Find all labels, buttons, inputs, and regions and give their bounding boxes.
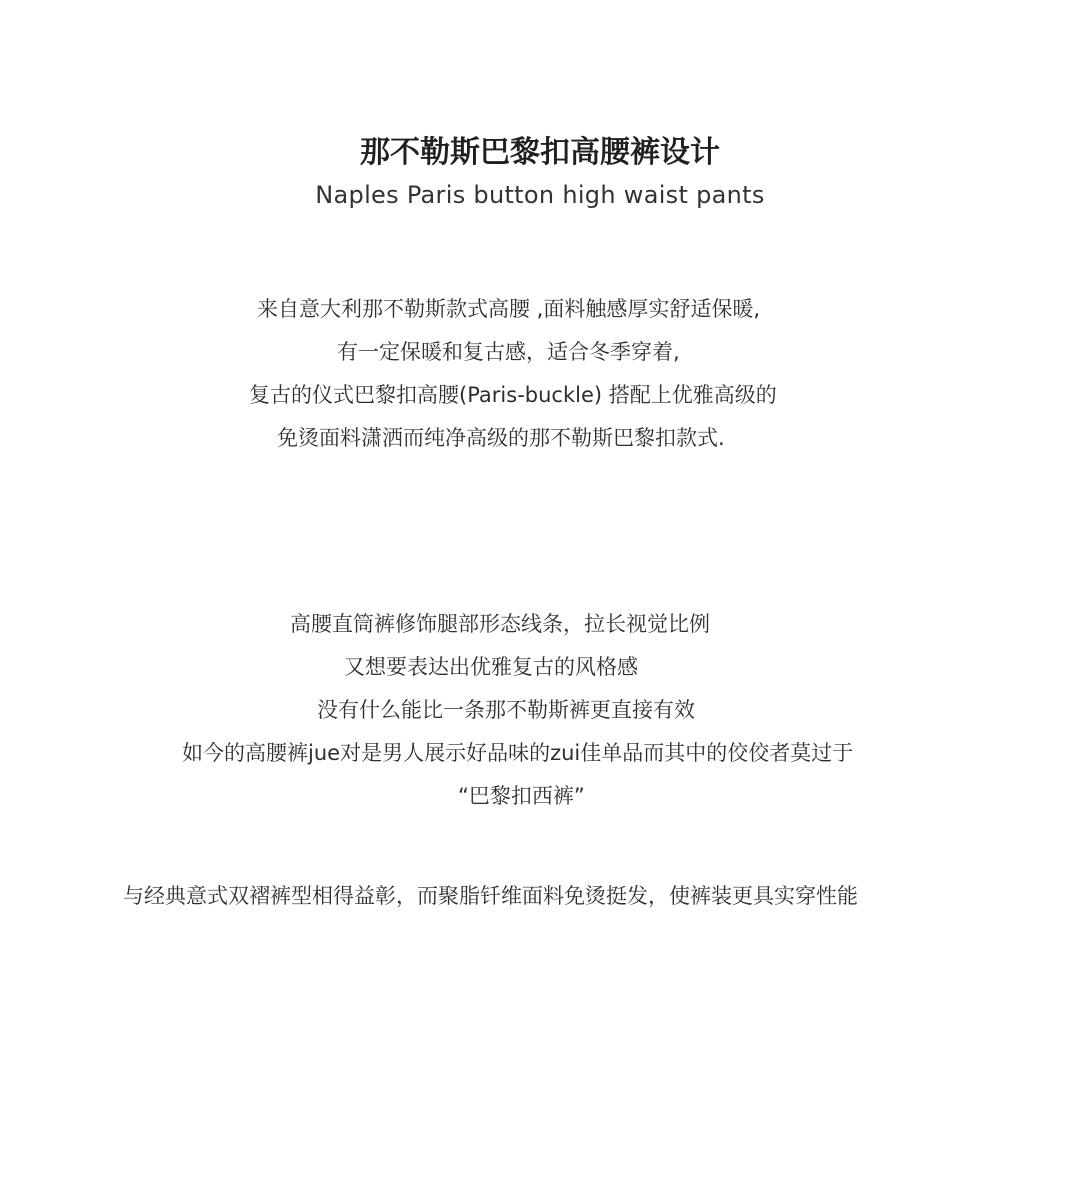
- text-line: 免烫面料潇洒而纯净高级的那不勒斯巴黎扣款式.: [277, 426, 725, 450]
- quoted-name: “巴黎扣西裤”: [458, 784, 585, 808]
- text-line: 来自意大利那不勒斯款式高腰 ,面料触感厚实舒适保暖,: [257, 297, 761, 321]
- text-line: 复古的仪式巴黎扣高腰(Paris-buckle) 搭配上优雅高级的: [249, 383, 777, 407]
- text-line: 如今的高腰裤jue对是男人展示好品味的zui佳单品而其中的佼佼者莫过于: [182, 741, 854, 765]
- page-subtitle: Naples Paris button high waist pants: [315, 181, 765, 209]
- text-line: 又想要表达出优雅复古的风格感: [344, 655, 638, 679]
- page-title: 那不勒斯巴黎扣高腰裤设计: [360, 135, 720, 170]
- text-line: 与经典意式双褶裤型相得益彰，而聚脂钎维面料免烫挺发，使裤装更具实穿性能: [123, 884, 858, 908]
- text-line: 有一定保暖和复古感，适合冬季穿着,: [337, 340, 680, 364]
- text-line: 高腰直筒裤修饰腿部形态线条，拉长视觉比例: [290, 612, 710, 636]
- text-line: 没有什么能比一条那不勒斯裤更直接有效: [317, 698, 695, 722]
